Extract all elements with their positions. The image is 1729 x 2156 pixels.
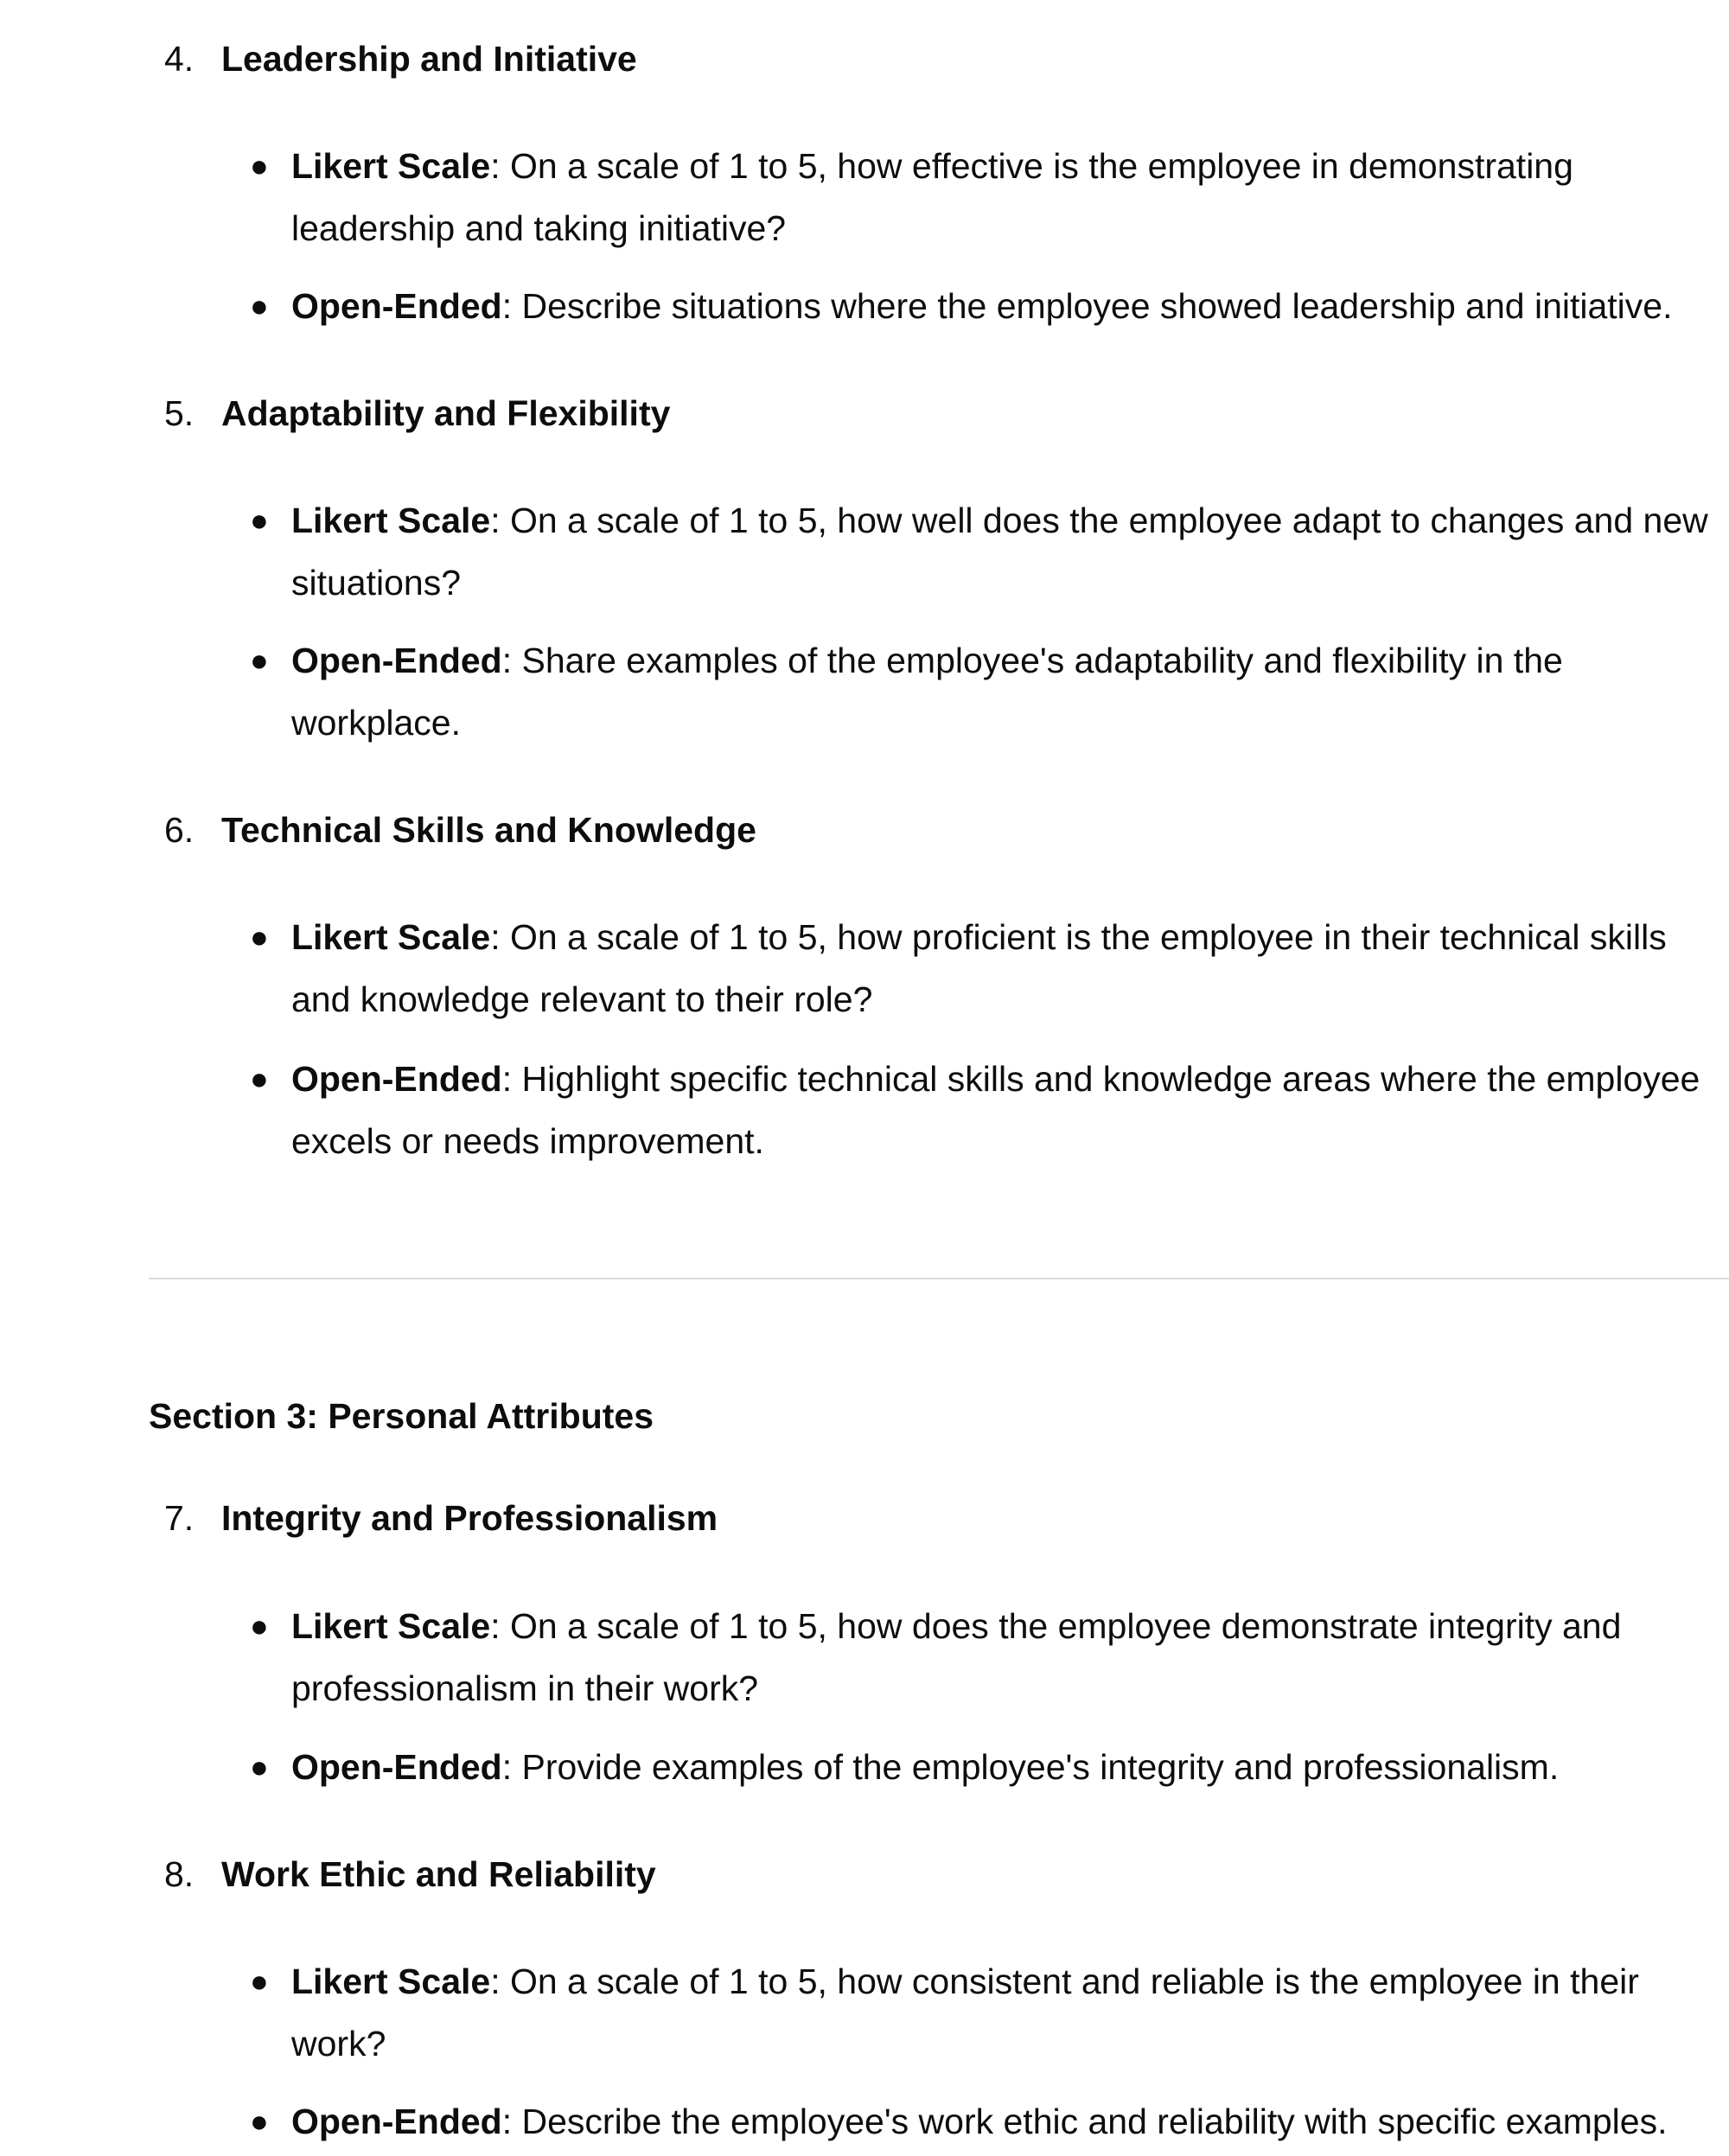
- question-number: 8.: [164, 1854, 195, 1894]
- question-heading-4: [164, 35, 637, 83]
- bullet-icon: ●: [250, 1608, 269, 1643]
- likert-label: Likert Scale: [291, 1961, 491, 2001]
- question-title: Technical Skills and Knowledge: [221, 810, 756, 850]
- open-ended-item: [250, 1736, 1726, 1798]
- question-heading-6: [164, 806, 756, 854]
- open-ended-label: Open-Ended: [291, 641, 502, 680]
- horizontal-divider: [149, 1278, 1729, 1279]
- open-ended-text: : Highlight specific technical skills and knowledge areas where the employee excels or needs improvement.: [291, 1059, 1700, 1161]
- bullet-icon: ●: [250, 1061, 269, 1096]
- question-number: 4.: [164, 39, 195, 79]
- question-title: Leadership and Initiative: [221, 39, 637, 79]
- likert-item: [250, 1595, 1726, 1719]
- open-ended-text: : Describe the employee's work ethic and reliability with specific examples.: [501, 2102, 1668, 2141]
- likert-label: Likert Scale: [291, 1606, 491, 1646]
- question-title: Work Ethic and Reliability: [221, 1854, 656, 1894]
- open-ended-label: Open-Ended: [291, 286, 502, 326]
- section-heading: Section 3: Personal Attributes: [149, 1396, 654, 1436]
- bullet-icon: ●: [250, 148, 269, 183]
- bullet-icon: ●: [250, 919, 269, 954]
- question-title: Integrity and Professionalism: [221, 1498, 718, 1538]
- likert-text: : On a scale of 1 to 5, how effective is the employee in demonstrating leadership and taking initiative?: [291, 146, 1573, 248]
- likert-label: Likert Scale: [291, 146, 491, 186]
- open-ended-item: [250, 2090, 1726, 2153]
- question-number: 7.: [164, 1498, 195, 1538]
- likert-item: [250, 135, 1726, 259]
- open-ended-text: : Describe situations where the employee showed leadership and initiative.: [501, 286, 1673, 326]
- likert-label: Likert Scale: [291, 501, 491, 540]
- question-number: 6.: [164, 810, 195, 850]
- question-heading-7: [164, 1494, 718, 1542]
- open-ended-text: : Share examples of the employee's adaptability and flexibility in the workplace.: [291, 641, 1563, 743]
- question-heading-8: [164, 1850, 656, 1898]
- likert-item: [250, 906, 1726, 1030]
- bullet-icon: ●: [250, 642, 269, 678]
- question-number: 5.: [164, 393, 195, 433]
- bullet-icon: ●: [250, 502, 269, 538]
- likert-text: : On a scale of 1 to 5, how does the employee demonstrate integrity and professionalism in their work?: [291, 1606, 1622, 1708]
- open-ended-text: : Provide examples of the employee's integrity and professionalism.: [501, 1747, 1560, 1787]
- open-ended-label: Open-Ended: [291, 1747, 502, 1787]
- bullet-icon: ●: [250, 1749, 269, 1784]
- likert-item: [250, 489, 1726, 614]
- bullet-icon: ●: [250, 1963, 269, 1999]
- open-ended-label: Open-Ended: [291, 1059, 502, 1099]
- likert-text: : On a scale of 1 to 5, how well does the employee adapt to changes and new situations?: [291, 501, 1708, 603]
- open-ended-label: Open-Ended: [291, 2102, 502, 2141]
- bullet-icon: ●: [250, 2103, 269, 2139]
- open-ended-item: [250, 275, 1726, 337]
- bullet-icon: ●: [250, 288, 269, 323]
- question-title: Adaptability and Flexibility: [221, 393, 671, 433]
- open-ended-item: [250, 1048, 1726, 1172]
- likert-text: : On a scale of 1 to 5, how proficient is the employee in their technical skills and knowledge relevant to their role?: [291, 917, 1667, 1019]
- likert-text: : On a scale of 1 to 5, how consistent and reliable is the employee in their work?: [291, 1961, 1639, 2064]
- question-heading-5: [164, 389, 670, 437]
- open-ended-item: [250, 629, 1726, 754]
- likert-label: Likert Scale: [291, 917, 491, 957]
- likert-item: [250, 1950, 1726, 2075]
